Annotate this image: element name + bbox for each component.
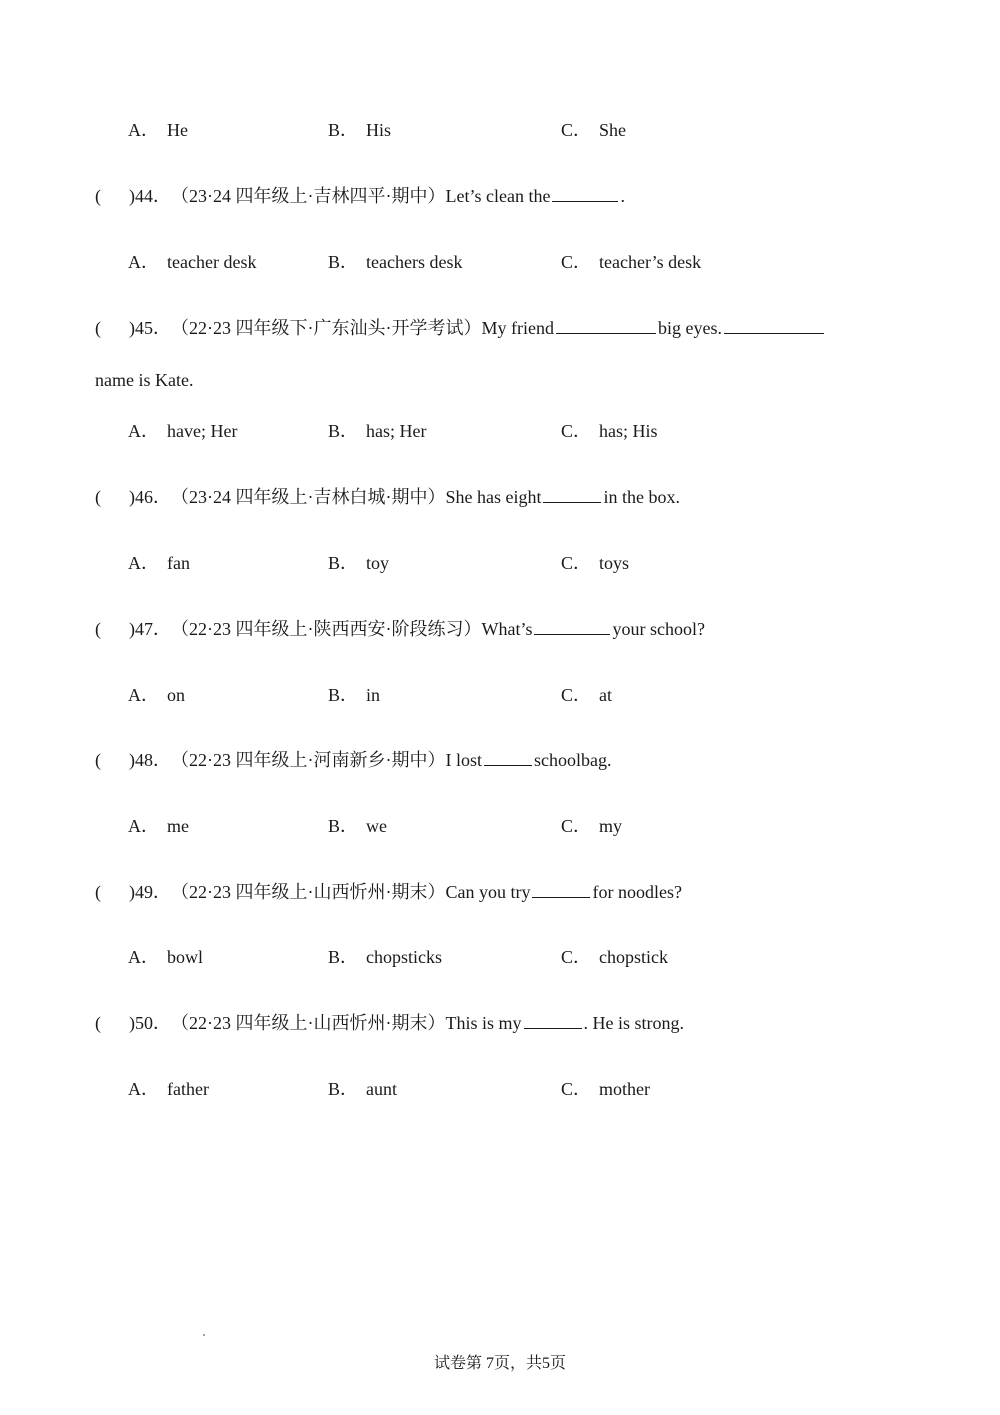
question-number: 48． bbox=[135, 750, 171, 770]
page-footer bbox=[0, 1350, 1000, 1373]
option-a: A． teacher desk bbox=[128, 252, 257, 272]
answer-blank bbox=[532, 881, 590, 898]
question-49: ( )49．（22·23 四年级上·山西忻州·期末）Can you try for noodles? bbox=[95, 882, 682, 902]
question-50: ( )50．（22·23 四年级上·山西忻州·期末）This is my . He is strong. bbox=[95, 1013, 684, 1033]
option-b: B． teachers desk bbox=[328, 252, 463, 272]
option-c: C． at bbox=[561, 685, 613, 705]
question-source: （22·23 四年级上·山西忻州·期末） bbox=[171, 1013, 446, 1033]
answer-blank bbox=[543, 486, 601, 503]
question-source: （22·23 四年级下·广东汕头·开学考试） bbox=[171, 318, 482, 338]
option-c: C． toys bbox=[561, 553, 630, 573]
answer-blank bbox=[724, 317, 824, 334]
option-a: A． me bbox=[128, 816, 189, 836]
option-a: A． father bbox=[128, 1079, 209, 1099]
question-44: ( )44．（23·24 四年级上·吉林四平·期中）Let’s clean the . bbox=[95, 186, 625, 206]
answer-paren-open: ( bbox=[95, 1013, 101, 1033]
option-c: C． teacher’s desk bbox=[561, 252, 702, 272]
option-c: C． chopstick bbox=[561, 947, 669, 967]
answer-blank bbox=[552, 185, 618, 202]
option-b: B． aunt bbox=[328, 1079, 398, 1099]
option-a: A． fan bbox=[128, 553, 190, 573]
option-a: A． He bbox=[128, 120, 188, 140]
answer-paren-open: ( bbox=[95, 487, 101, 507]
answer-paren-open: ( bbox=[95, 186, 101, 206]
answer-blank bbox=[556, 317, 656, 334]
question-number: 44． bbox=[135, 186, 171, 206]
question-source: （22·23 四年级上·陕西西安·阶段练习） bbox=[171, 619, 482, 639]
option-c: C． mother bbox=[561, 1079, 651, 1099]
option-b: B． toy bbox=[328, 553, 390, 573]
answer-blank bbox=[484, 749, 532, 766]
question-45: ( )45．（22·23 四年级下·广东汕头·开学考试）My friend big eyes. bbox=[95, 317, 826, 339]
question-source: （23·24 四年级上·吉林白城·期中） bbox=[171, 487, 446, 507]
stray-dot bbox=[203, 1334, 205, 1336]
question-number: 50． bbox=[135, 1013, 171, 1033]
answer-blank bbox=[534, 618, 610, 635]
question-number: 49． bbox=[135, 882, 171, 902]
option-b: B． we bbox=[328, 816, 388, 836]
answer-paren-open: ( bbox=[95, 318, 101, 338]
answer-paren-open: ( bbox=[95, 750, 101, 770]
question-46: ( )46．（23·24 四年级上·吉林白城·期中）She has eight in the box. bbox=[95, 487, 680, 507]
answer-paren-open: ( bbox=[95, 619, 101, 639]
option-a: A． bowl bbox=[128, 947, 203, 967]
option-b: B． has; Her bbox=[328, 421, 427, 441]
answer-paren-open: ( bbox=[95, 882, 101, 902]
question-number: 46． bbox=[135, 487, 171, 507]
question-47: ( )47．（22·23 四年级上·陕西西安·阶段练习）What’s your school? bbox=[95, 619, 705, 639]
option-a: A． have; Her bbox=[128, 421, 238, 441]
option-a: A． on bbox=[128, 685, 185, 705]
question-source: （22·23 四年级上·山西忻州·期末） bbox=[171, 882, 446, 902]
page-number-label: 试卷第 7页，共5页 bbox=[433, 1355, 566, 1372]
option-c: C． my bbox=[561, 816, 623, 836]
answer-blank bbox=[524, 1012, 582, 1029]
question-source: （22·23 四年级上·河南新乡·期中） bbox=[171, 750, 446, 770]
option-b: B． chopsticks bbox=[328, 947, 443, 967]
option-b: B． in bbox=[328, 685, 381, 705]
question-48: ( )48．（22·23 四年级上·河南新乡·期中）I lost schoolbag. bbox=[95, 750, 612, 770]
question-45-continued: name is Kate. bbox=[95, 370, 194, 390]
option-c: C． has; His bbox=[561, 421, 658, 441]
question-number: 47． bbox=[135, 619, 171, 639]
question-number: 45． bbox=[135, 318, 171, 338]
option-b: B． His bbox=[328, 120, 392, 140]
question-source: （23·24 四年级上·吉林四平·期中） bbox=[171, 186, 446, 206]
option-c: C． She bbox=[561, 120, 627, 140]
